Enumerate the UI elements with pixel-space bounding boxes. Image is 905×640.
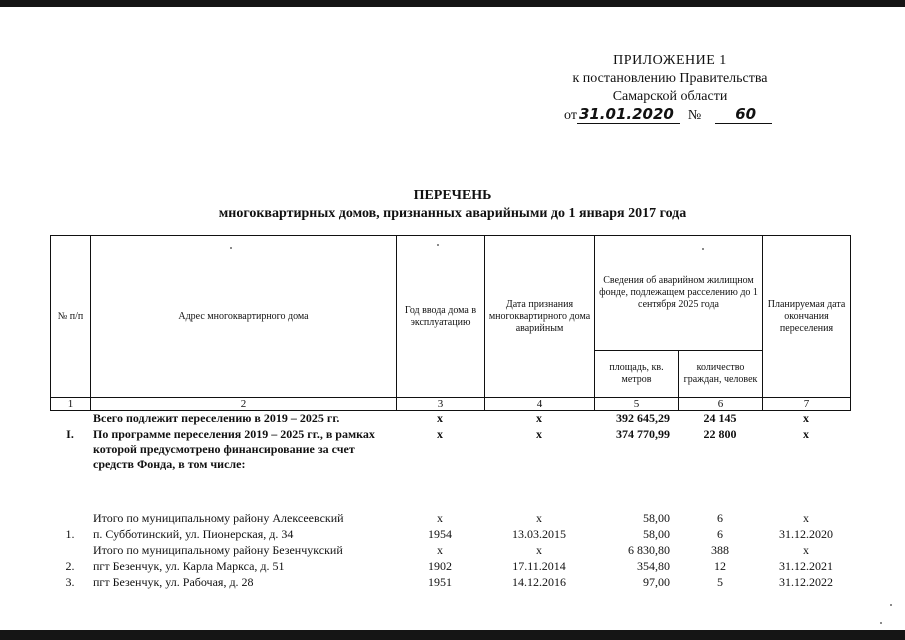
table-row: [50, 527, 850, 543]
appendix-line-3: Самарской области: [612, 89, 728, 104]
header-citizens: количество граждан, человек: [679, 351, 763, 398]
cell-date: x: [536, 511, 542, 525]
cell-people: 6: [717, 527, 723, 541]
header-area: площадь, кв. метров: [595, 351, 679, 398]
scan-speck: [702, 248, 704, 250]
scan-bottom-edge: [0, 630, 905, 640]
cell-num: 3.: [65, 575, 75, 589]
table-row: [50, 511, 850, 527]
cell-people: 388: [711, 543, 729, 557]
cell-area: 97,00: [643, 575, 670, 589]
header-info-group: Сведения об аварийном жилищном фонде, подлежащем расселению до 1 сентября 2025 года: [595, 236, 763, 351]
column-number: 4: [485, 398, 595, 411]
cell-people: 22 800: [703, 427, 737, 441]
header-year: Год ввода дома в эксплуатацию: [397, 236, 485, 398]
cell-date: x: [536, 427, 542, 441]
cell-area: 58,00: [643, 511, 670, 525]
cell-end: 31.12.2022: [779, 575, 833, 589]
header-num: № п/п: [51, 236, 91, 398]
column-number: 5: [595, 398, 679, 411]
cell-end: x: [803, 543, 809, 557]
cell-address: пгт Безенчук, ул. Рабочая, д. 28: [93, 575, 254, 589]
table-row: [50, 575, 850, 591]
cell-num: 2.: [65, 559, 75, 573]
cell-address: пгт Безенчук, ул. Карла Маркса, д. 51: [93, 559, 285, 573]
handwritten-date: 31.01.2020: [577, 105, 680, 124]
cell-end: x: [803, 411, 809, 425]
cell-address: п. Субботинский, ул. Пионерская, д. 34: [93, 527, 294, 541]
cell-date: x: [536, 411, 542, 425]
number-label: №: [687, 108, 702, 123]
table-row: [50, 543, 850, 559]
cell-address: Всего подлежит переселению в 2019 – 2025 гг.: [93, 411, 340, 425]
cell-end: x: [803, 511, 809, 525]
cell-year: x: [437, 511, 443, 525]
appendix-title: ПРИЛОЖЕНИЕ 1: [613, 53, 727, 68]
cell-year: 1954: [428, 527, 452, 541]
appendix-line-2: к постановлению Правительства: [572, 71, 768, 86]
table-row: [50, 411, 850, 427]
cell-year: x: [437, 427, 443, 441]
cell-date: 13.03.2015: [512, 527, 566, 541]
appendix-block: [540, 52, 800, 106]
cell-num: I.: [66, 427, 74, 441]
table-row: [50, 559, 850, 575]
column-number: 7: [763, 398, 851, 411]
cell-people: 5: [717, 575, 723, 589]
cell-year: x: [437, 411, 443, 425]
cell-area: 6 830,80: [628, 543, 670, 557]
cell-date: 14.12.2016: [512, 575, 566, 589]
cell-end: x: [803, 427, 809, 441]
table-row: [50, 427, 850, 511]
scan-speck: [880, 622, 882, 624]
document-title: ПЕРЕЧЕНЬ: [413, 188, 492, 203]
cell-num: 1.: [65, 527, 75, 541]
cell-num: [50, 511, 90, 527]
header-date-emergency: Дата признания многоквартирного дома аварийным: [485, 236, 595, 398]
cell-area: 58,00: [643, 527, 670, 541]
cell-end: 31.12.2020: [779, 527, 833, 541]
scan-speck: [437, 244, 439, 246]
cell-address: Итого по муниципальному району Алексеевский: [93, 511, 344, 525]
cell-area: 374 770,99: [616, 427, 670, 441]
cell-num: [50, 411, 90, 427]
column-number: 1: [51, 398, 91, 411]
cell-num: [50, 543, 90, 559]
table-header: [50, 235, 851, 411]
cell-end: 31.12.2021: [779, 559, 833, 573]
cell-year: x: [437, 543, 443, 557]
scan-speck: [230, 247, 232, 249]
header-address: Адрес многоквартирного дома: [91, 236, 397, 398]
scan-speck: [890, 604, 892, 606]
cell-area: 392 645,29: [616, 411, 670, 425]
from-label: от: [564, 108, 577, 123]
table-body: [50, 411, 850, 591]
handwritten-number: 60: [715, 105, 772, 124]
cell-people: 24 145: [703, 411, 737, 425]
cell-people: 6: [717, 511, 723, 525]
cell-year: 1951: [428, 575, 452, 589]
column-number: 2: [91, 398, 397, 411]
cell-address: Итого по муниципальному району Безенчукский: [93, 543, 343, 557]
cell-people: 12: [714, 559, 726, 573]
column-number: 6: [679, 398, 763, 411]
cell-address: По программе переселения 2019 – 2025 гг., в рамках которой предусмотрено финансирование за счет средств Фонда, в том числе:: [93, 427, 375, 471]
document-subtitle: многоквартирных домов, признанных аварийными до 1 января 2017 года: [218, 206, 687, 221]
cell-area: 354,80: [637, 559, 670, 573]
cell-year: 1902: [428, 559, 452, 573]
header-planned-end: Планируемая дата окончания переселения: [763, 236, 851, 398]
column-number: 3: [397, 398, 485, 411]
cell-date: 17.11.2014: [512, 559, 566, 573]
scan-top-edge: [0, 0, 905, 7]
resolution-reference: [564, 105, 772, 125]
cell-date: x: [536, 543, 542, 557]
